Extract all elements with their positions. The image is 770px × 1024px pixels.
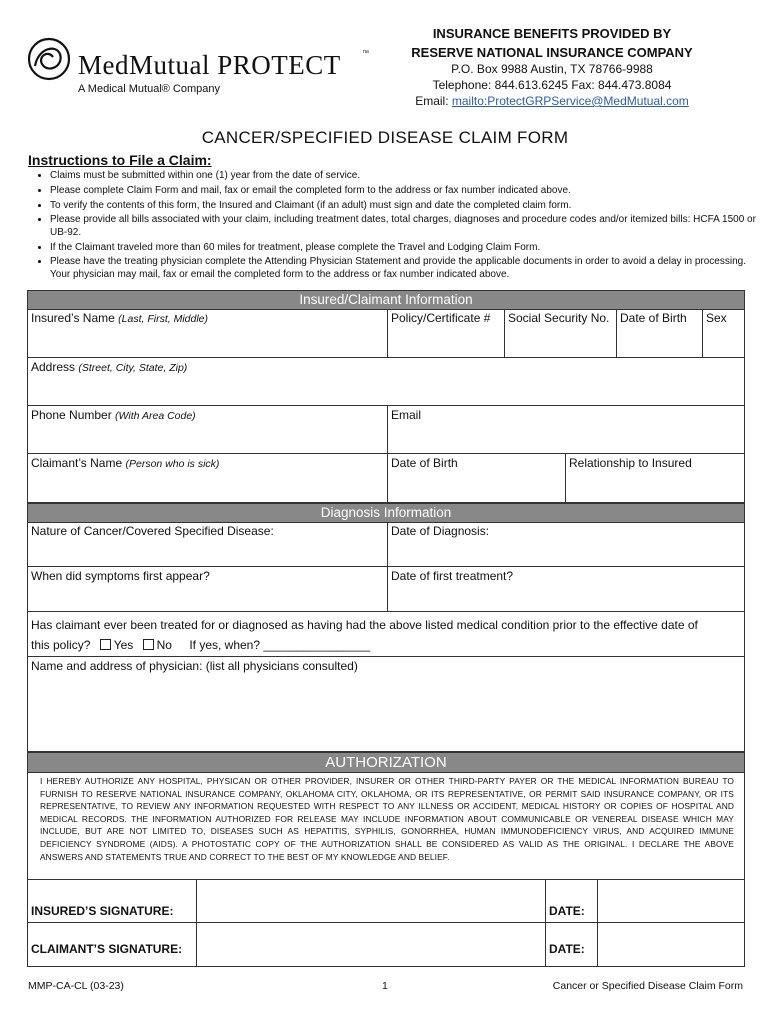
physician-field[interactable] — [28, 657, 745, 751]
authorization-header: AUTHORIZATION — [27, 752, 745, 773]
no-label: No — [156, 638, 172, 652]
insured-name-label: Insured’s Name — [31, 311, 119, 325]
first-treatment-label: Date of first treatment? — [391, 569, 514, 583]
list-item: • If the Claimant traveled more than 60 miles for treatment, please complete the Travel and Lodging Claim Form. — [50, 242, 762, 254]
diagnosis-date-field[interactable] — [388, 522, 745, 567]
form-name: Cancer or Specified Disease Claim Form — [552, 980, 743, 992]
logo — [26, 36, 386, 100]
sex-field[interactable] — [703, 309, 745, 358]
prior-question-answer — [31, 635, 742, 655]
prior-question-text: Has claimant ever been treated for or diagnosed as having had the above listed medical condition prior to the effective date of — [31, 618, 698, 632]
claimant-date-field[interactable] — [598, 923, 744, 966]
first-treatment-field[interactable] — [388, 567, 745, 612]
yes-checkbox[interactable] — [100, 639, 111, 650]
email-label: Email: — [415, 94, 452, 108]
claimant-name-field[interactable] — [28, 454, 388, 502]
insured-dob-field[interactable] — [617, 309, 703, 358]
page-number: 1 — [382, 980, 388, 992]
phone-hint: (With Area Code) — [115, 410, 196, 422]
form-code: MMP-CA-CL (03-23) — [28, 980, 124, 992]
relationship-field[interactable] — [566, 454, 745, 502]
page-title: CANCER/SPECIFIED DISEASE CLAIM FORM — [201, 128, 569, 147]
claimant-date-label: DATE: — [549, 942, 585, 956]
address-field[interactable] — [28, 358, 745, 406]
claimant-name-hint: (Person who is sick) — [125, 458, 220, 470]
diagnosis-date-label: Date of Diagnosis: — [391, 524, 490, 538]
insured-name-field[interactable] — [28, 309, 388, 358]
list-item: • Please have the treating physician complete the Attending Physician Statement and provide the applicable documents in order to avoid a delay in processing. Your physician may mail, fax or email the completed form to the address or fax number indicated above. — [50, 256, 762, 281]
insured-signature-field[interactable] — [197, 880, 545, 922]
insured-date-field[interactable] — [598, 880, 744, 922]
disease-nature-field[interactable] — [28, 522, 388, 567]
insurer-line1: INSURANCE BENEFITS PROVIDED BY — [432, 26, 672, 41]
insured-signature-label: INSURED’S SIGNATURE: — [31, 904, 174, 918]
insurer-email — [392, 93, 712, 109]
email-link[interactable]: mailto:ProtectGRPService@MedMutual.com — [451, 94, 689, 108]
insurer-contact — [392, 26, 712, 109]
insured-section — [27, 309, 745, 503]
address-hint: (Street, City, State, Zip) — [78, 362, 188, 374]
insured-section-header: Insured/Claimant Information — [27, 290, 745, 310]
logo-tagline: A Medical Mutual® Company — [78, 83, 221, 95]
phone-field[interactable] — [28, 406, 388, 454]
instructions-list — [28, 170, 762, 284]
insurer-phone-fax: Telephone: 844.613.6245 Fax: 844.473.8084 — [432, 78, 672, 92]
physician-label: Name and address of physician: (list all physicians consulted) — [31, 659, 358, 673]
ssn-label: Social Security No. — [508, 311, 610, 325]
email-field-label: Email — [391, 408, 422, 422]
relationship-label: Relationship to Insured — [569, 456, 692, 470]
logo-mark-icon — [26, 36, 72, 82]
yes-label: Yes — [113, 638, 134, 652]
address-label: Address — [31, 360, 79, 374]
list-item: • Please provide all bills associated with your claim, including treatment dates, total charges, diagnoses and procedure codes and/or itemized bills: HCFA 1500 or UB-92. — [50, 214, 762, 239]
insured-name-hint: (Last, First, Middle) — [118, 313, 209, 325]
claimant-signature-field[interactable] — [197, 923, 545, 966]
no-checkbox[interactable] — [143, 639, 154, 650]
list-item: • Please complete Claim Form and mail, fax or email the completed form to the address or fax number indicated above. — [50, 185, 762, 197]
phone-label: Phone Number — [31, 408, 116, 422]
if-yes-when-field[interactable]: If yes, when? ________________ — [189, 638, 371, 652]
claimant-dob-label: Date of Birth — [391, 456, 458, 470]
claimant-dob-field[interactable] — [388, 454, 566, 502]
claimant-signature-label: CLAIMANT’S SIGNATURE: — [31, 942, 183, 956]
insurer-address: P.O. Box 9988 Austin, TX 78766-9988 — [451, 62, 653, 76]
symptoms-label: When did symptoms first appear? — [31, 569, 210, 583]
authorization-text: I HEREBY AUTHORIZE ANY HOSPITAL, PHYSICAN OR OTHER PROVIDER, INSURER OR OTHER THIRD-PARTY PAYER OR THE MEDICAL INFORMATION BUREAU TO FURNISH TO RESERVE NATIONAL INSURANCE COMPANY, OKLAHOMA CITY, OKLAHOMA, OR ITS REPRESENTATIVE, OR PERMIT SAID INSURANCE COMPANY, OR ITS REPRESENTATIVE, TO REVIEW ANY INFORMATION REQUESTED WITH RESPECT TO ANY ILLNESS OR ACCIDENT, MEDICAL HISTORY OR COPIES OF HOSPITAL AND MEDICAL RECORDS. THE INFORMATION AUTHORIZED FOR RELEASE MAY INCLUDE INFORMATION ABOUT COMMUNICABLE OR VENEREAL DISEASE WHICH MAY INCLUDE, BUT ARE NOT LIMITED TO, DISEASES SUCH AS HEPATITIS, SYPHILIS, GONORRHEA, HUMAN IMMUNODEFICIENCY VIRUS, AND ACQUIRED IMMUNE DEFICIENCY SYNDROME (AIDS). A PHOTOSTATIC COPY OF THE AUTHORIZATION SHALL BE CONSIDERED AS VALID AS THE ORIGINAL. I DECLARE THE ABOVE ANSWERS AND STATEMENTS TRUE AND CORRECT TO THE BEST OF MY KNOWLEDGE AND BELIEF. — [40, 776, 734, 862]
disease-nature-label: Nature of Cancer/Covered Specified Disease: — [31, 524, 274, 538]
policy-label: Policy/Certificate # — [391, 311, 491, 325]
instructions-heading: Instructions to File a Claim: — [28, 152, 212, 168]
divider — [545, 879, 546, 967]
list-item: • Claims must be submitted within one (1) year from the date of service. — [50, 170, 762, 182]
diagnosis-section — [27, 522, 745, 752]
logo-trademark: ™ — [362, 50, 369, 57]
diagnosis-section-header: Diagnosis Information — [27, 503, 745, 523]
policy-number-field[interactable] — [388, 309, 505, 358]
list-item: • To verify the contents of this form, the Insured and Claimant (if an adult) must sign and date the completed claim form. — [50, 200, 762, 212]
prior-condition-question — [28, 612, 745, 657]
prior-question-text-2: this policy? — [31, 638, 91, 652]
claimant-name-label: Claimant’s Name — [31, 456, 126, 470]
symptoms-date-field[interactable] — [28, 567, 388, 612]
logo-name: MedMutual PROTECT — [78, 50, 341, 80]
insurer-line2: RESERVE NATIONAL INSURANCE COMPANY — [411, 45, 693, 60]
sex-label: Sex — [706, 311, 727, 325]
ssn-field[interactable] — [505, 309, 617, 358]
email-field[interactable] — [388, 406, 745, 454]
insured-dob-label: Date of Birth — [620, 311, 687, 325]
insured-date-label: DATE: — [549, 904, 585, 918]
